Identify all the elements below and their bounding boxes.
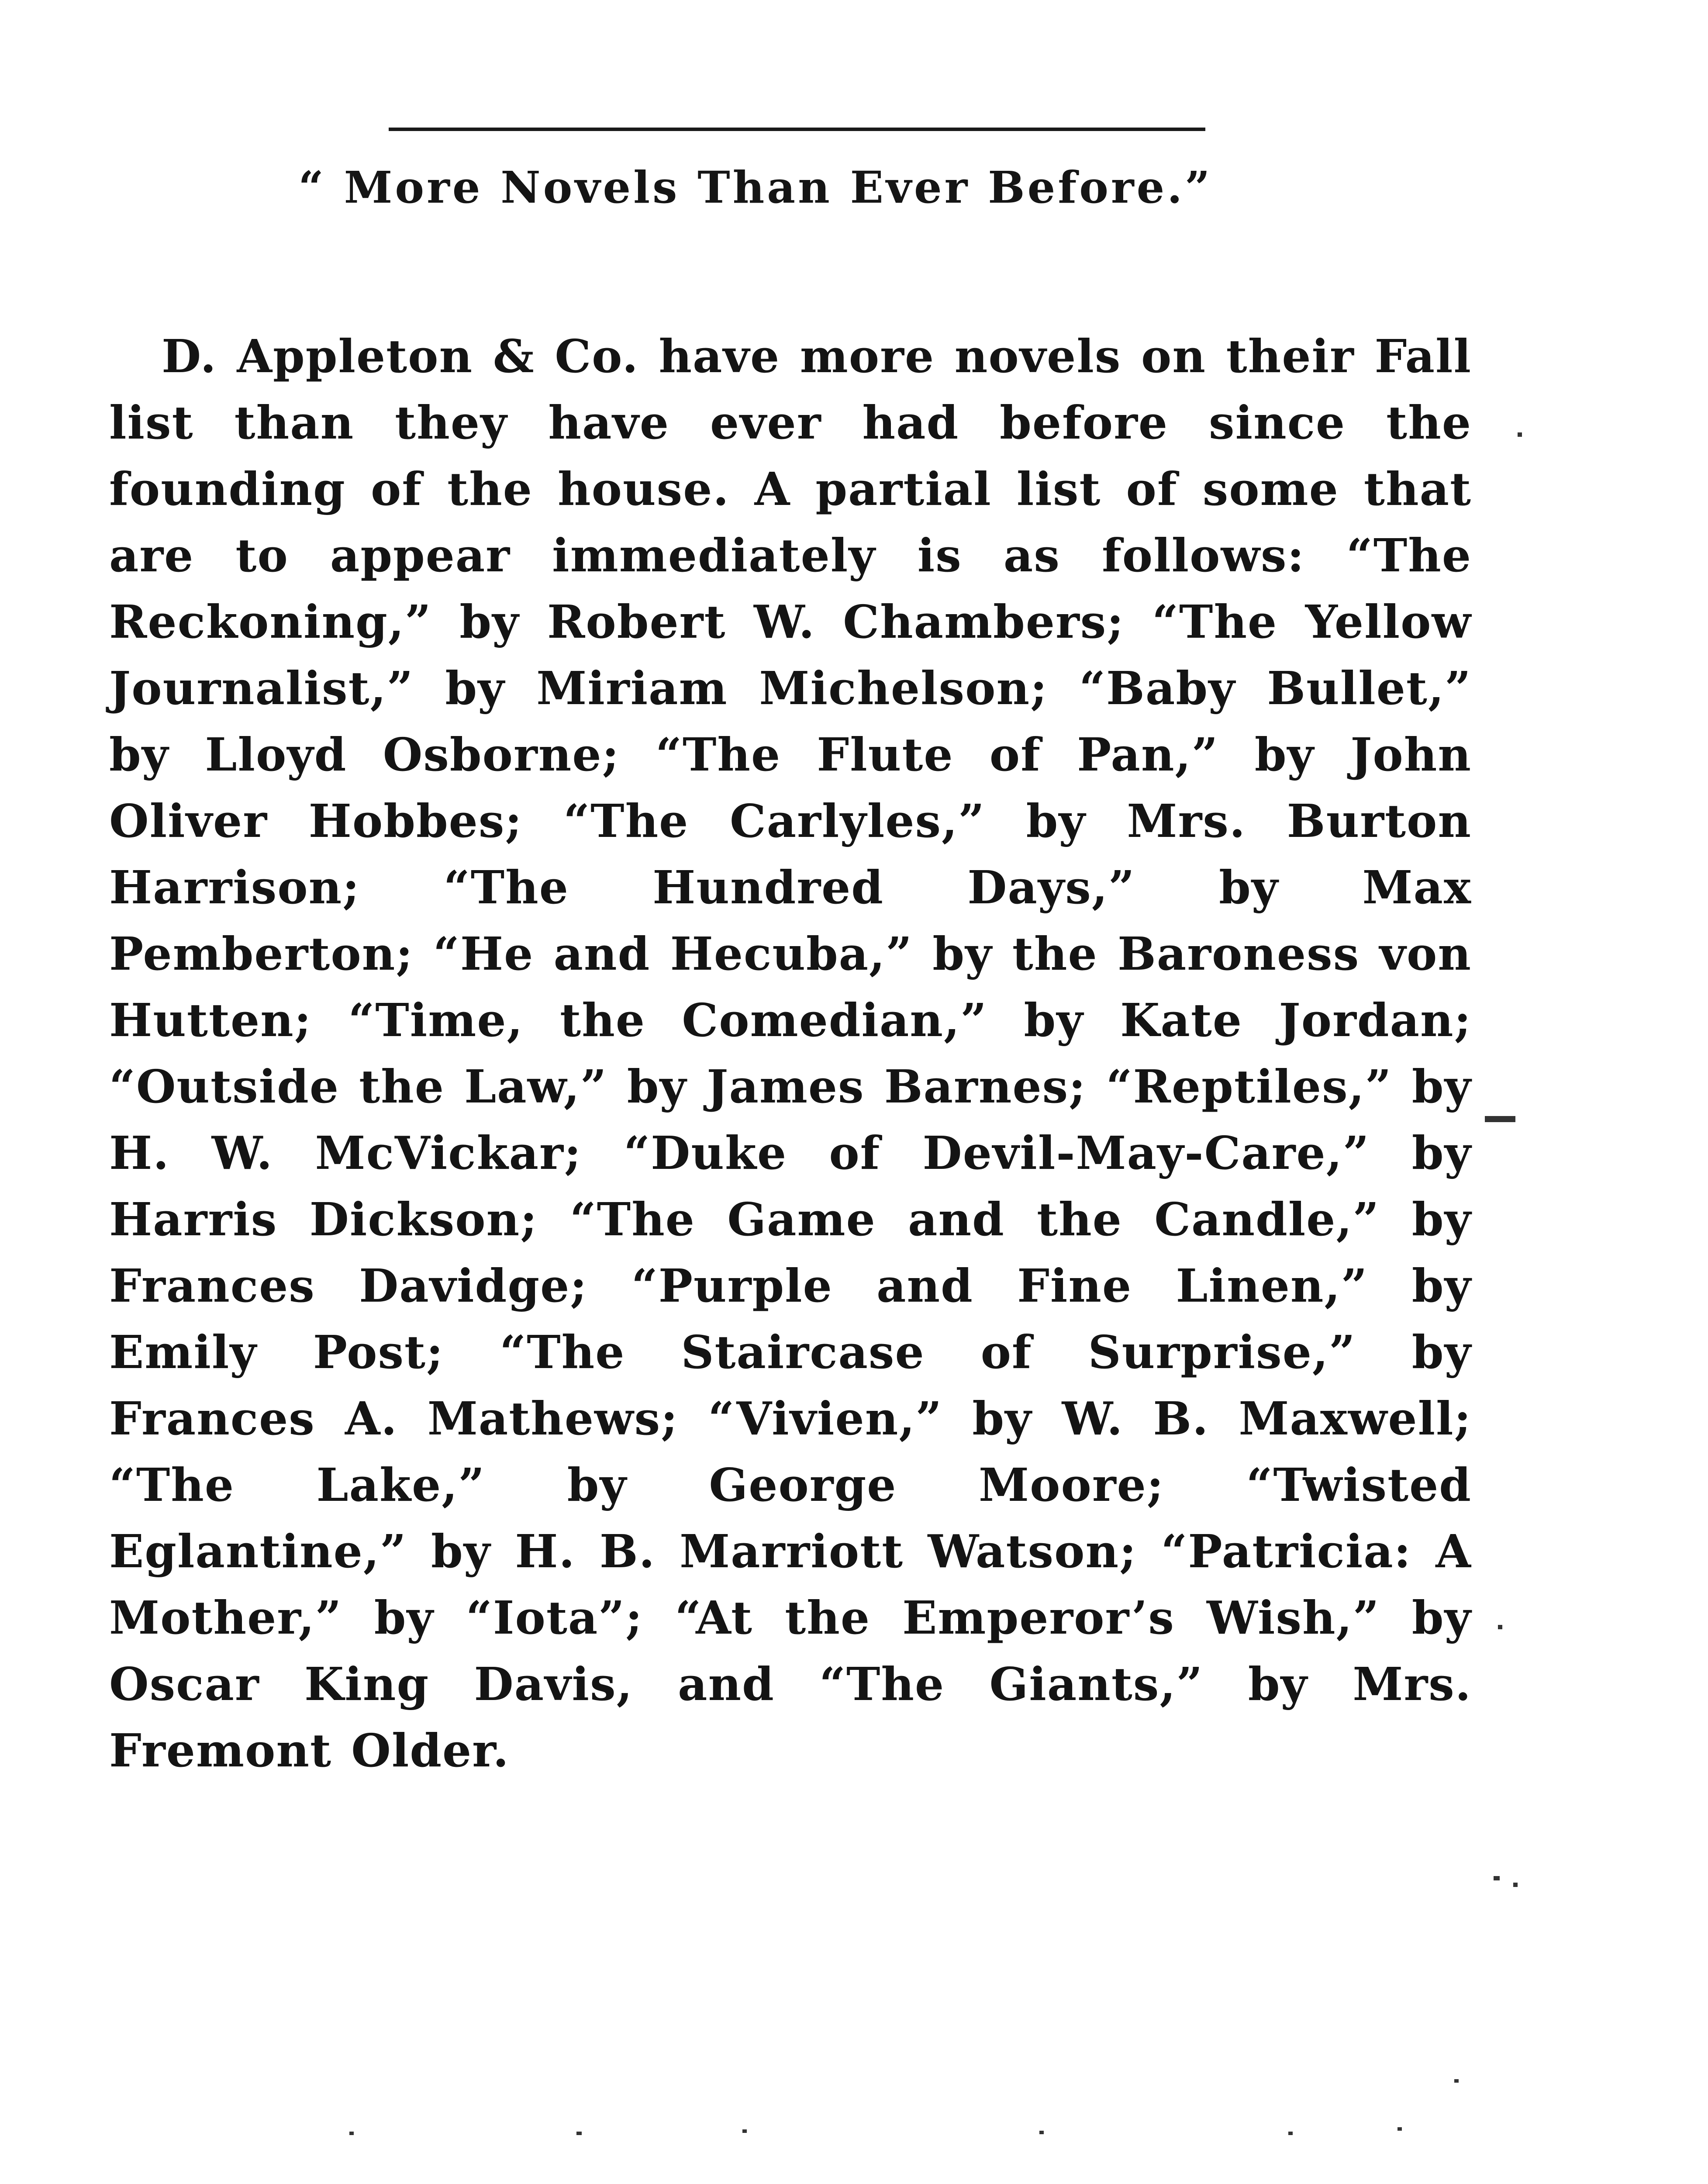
top-rule <box>389 128 1205 131</box>
scan-speck <box>742 2129 747 2133</box>
scan-speck <box>349 2132 354 2135</box>
scan-speck <box>1039 2131 1044 2134</box>
scan-speck <box>576 2132 582 2135</box>
scan-speck <box>1454 2079 1459 2083</box>
article-body: D. Appleton & Co. have more novels on their Fall list than they have ever had before since the founding of the house. A partial list of some that are to appear immediately is as follows: “The Reckoning,” by Robert W. Chambers; “The Yellow Journalist,” by Miriam Michelson; “Baby Bullet,” by Lloyd Osborne; “The Flute of Pan,” by John Oliver Hobbes; “The Carlyles,” by Mrs. Burton Harrison; “The Hundred Days,” by Max Pemberton; “He and Hecuba,” by the Baroness von Hutten; “Time, the Comedian,” by Kate Jordan; “Outside the Law,” by James Barnes; “Reptiles,” by H. W. McVickar; “Duke of Devil-May-Care,” by Harris Dickson; “The Game and the Candle,” by Frances Davidge; “Purple and Fine Linen,” by Emily Post; “The Staircase of Surprise,” by Frances A. Mathews; “Vivien,” by W. B. Maxwell; “The Lake,” by George Moore; “Twisted Eglantine,” by H. B. Marriott Watson; “Patricia: A Mother,” by “Iota”; “At the Emperor’s Wish,” by Oscar King Davis, and “The Giants,” by Mrs. Fremont Older. <box>109 329 1472 1777</box>
scan-speck <box>1485 1116 1515 1122</box>
scan-speck <box>1513 1883 1518 1887</box>
scan-speck <box>1498 1625 1502 1629</box>
scan-speck <box>1397 2127 1402 2131</box>
scan-speck <box>1518 432 1522 437</box>
scan-speck <box>1494 1876 1500 1880</box>
scan-speck <box>1288 2132 1293 2135</box>
headline: “ More Novels Than Ever Before.” <box>298 162 1213 213</box>
